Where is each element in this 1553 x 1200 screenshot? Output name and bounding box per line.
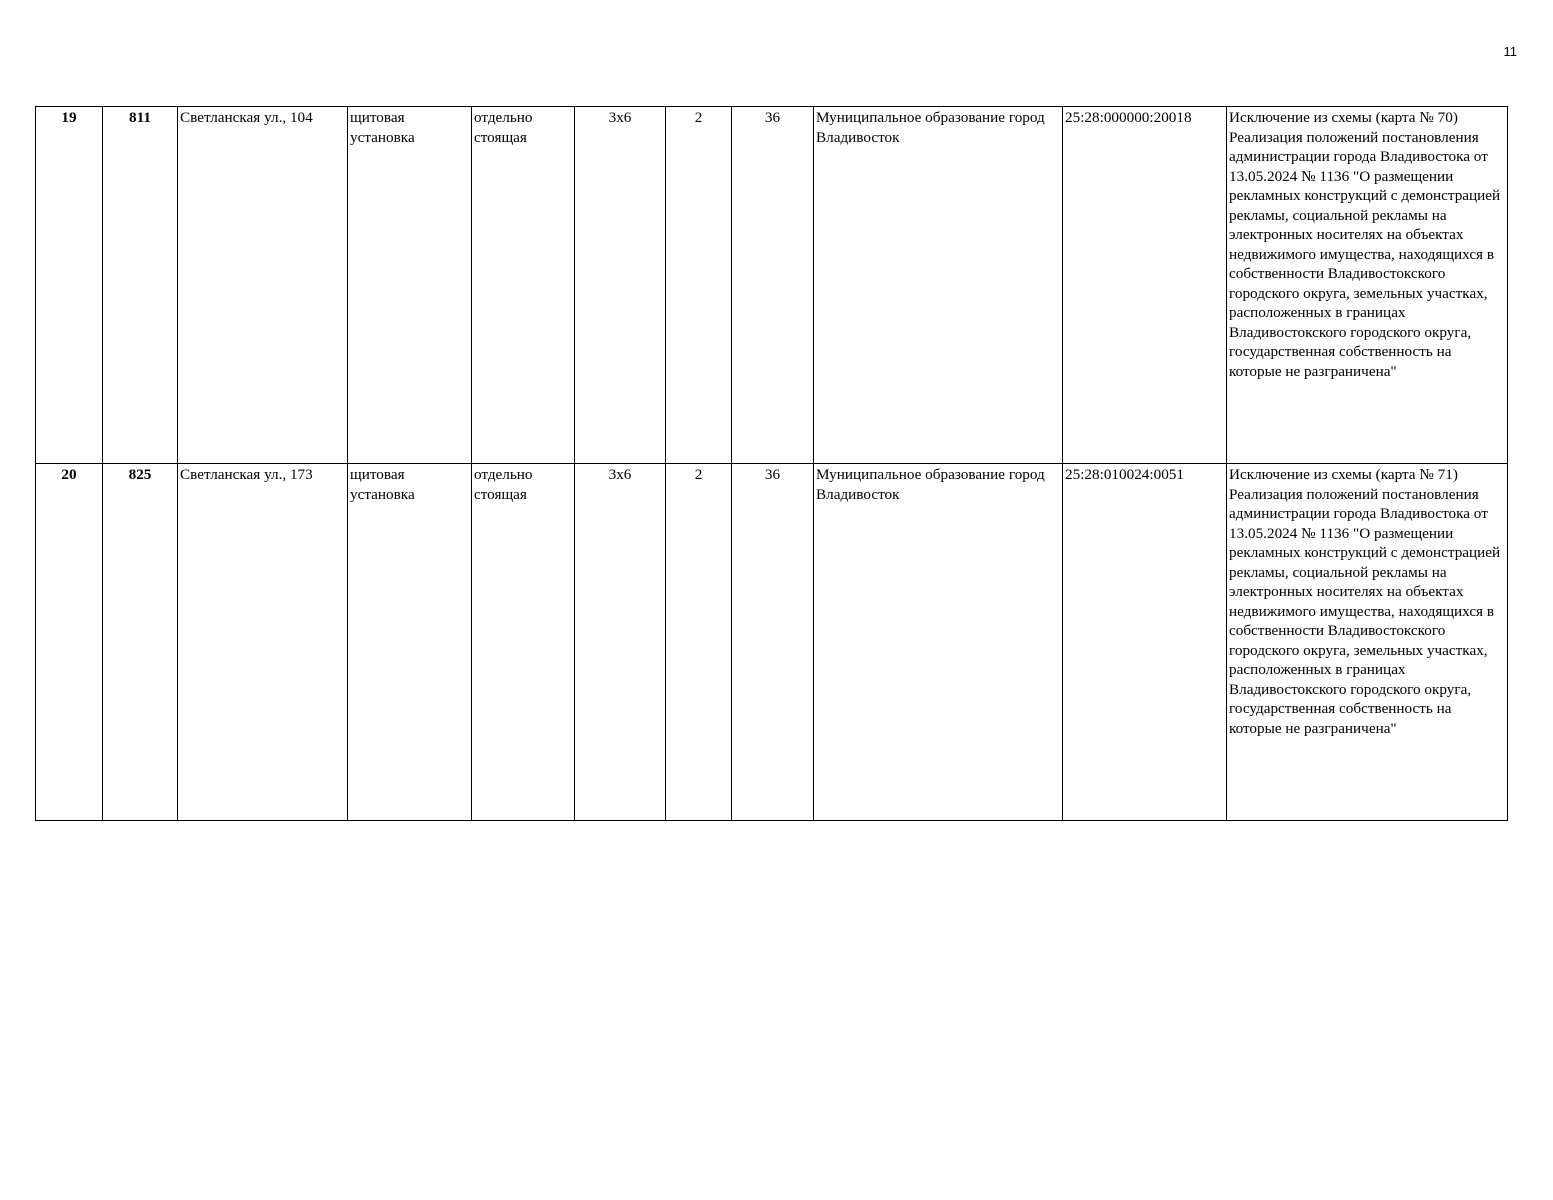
- area-cell: 36: [732, 107, 814, 464]
- registry-table: [35, 106, 1508, 821]
- note-cell: Исключение из схемы (карта № 71) Реализация положений постановления администрации города Владивостока от 13.05.2024 № 1136 "О размещении рекламных конструкций с демонстрацией рекламы, социальной рекламы на электронных носителях на объектах недвижимого имущества, находящихся в собственности Владивостокского городского округа, земельных участках, расположенных в границах Владивостокского городского округа, государственная собственность на которые не разграничена": [1227, 464, 1508, 821]
- row-number-cell: 19: [36, 107, 103, 464]
- cadastral-number-cell: 25:28:000000:20018: [1063, 107, 1227, 464]
- page-number: 11: [1503, 44, 1517, 59]
- area-cell: 36: [732, 464, 814, 821]
- size-cell: 3х6: [575, 464, 666, 821]
- construction-type-cell: щитовая установка: [348, 107, 472, 464]
- placement-cell: отдельно стоящая: [472, 107, 575, 464]
- owner-cell: Муниципальное образование город Владивосток: [814, 464, 1063, 821]
- owner-cell: Муниципальное образование город Владивосток: [814, 107, 1063, 464]
- row-number-cell: 20: [36, 464, 103, 821]
- construction-type-cell: щитовая установка: [348, 464, 472, 821]
- address-cell: Светланская ул., 104: [178, 107, 348, 464]
- sides-cell: 2: [666, 107, 732, 464]
- sides-cell: 2: [666, 464, 732, 821]
- construction-number-cell: 825: [103, 464, 178, 821]
- cadastral-number-cell: 25:28:010024:0051: [1063, 464, 1227, 821]
- construction-number-cell: 811: [103, 107, 178, 464]
- placement-cell: отдельно стоящая: [472, 464, 575, 821]
- table-row: [36, 464, 1508, 821]
- table-row: [36, 107, 1508, 464]
- address-cell: Светланская ул., 173: [178, 464, 348, 821]
- size-cell: 3х6: [575, 107, 666, 464]
- note-cell: Исключение из схемы (карта № 70) Реализация положений постановления администрации города Владивостока от 13.05.2024 № 1136 "О размещении рекламных конструкций с демонстрацией рекламы, социальной рекламы на электронных носителях на объектах недвижимого имущества, находящихся в собственности Владивостокского городского округа, земельных участках, расположенных в границах Владивостокского городского округа, государственная собственность на которые не разграничена": [1227, 107, 1508, 464]
